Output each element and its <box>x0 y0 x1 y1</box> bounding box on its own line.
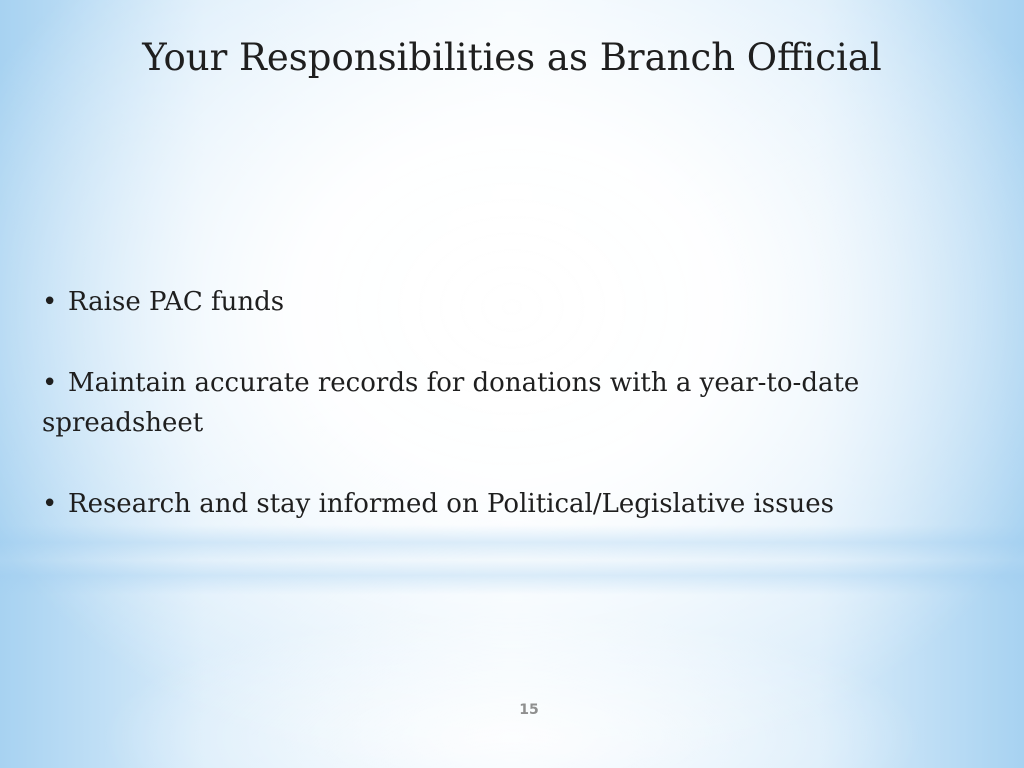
bullet-text: Maintain accurate records for donations with a year-to-date spreadsheet <box>42 368 860 438</box>
bullet-item <box>42 363 992 443</box>
bullet-text: Raise PAC funds <box>68 287 285 317</box>
bullet-item <box>42 282 992 322</box>
page-number: 15 <box>519 702 539 718</box>
bullet-icon: • <box>42 489 58 519</box>
bullet-icon: • <box>42 287 58 317</box>
bullet-item <box>42 484 992 524</box>
bullet-list <box>42 282 992 565</box>
slide-title: Your Responsibilities as Branch Official <box>142 36 882 79</box>
bullet-text: Research and stay informed on Political/Legislative issues <box>68 489 834 519</box>
bullet-icon: • <box>42 368 58 398</box>
